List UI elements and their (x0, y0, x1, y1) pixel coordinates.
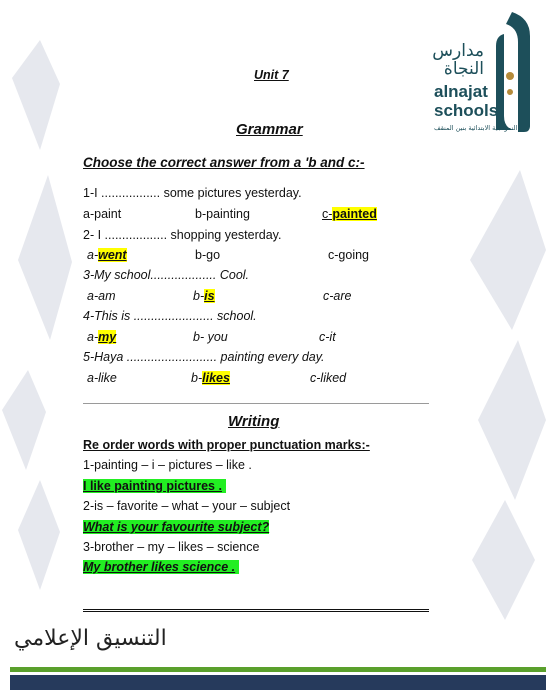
question-3-answer-highlight: is (204, 289, 215, 303)
logo-subtitle: النموذجية الابتدائية بنين المنقف (434, 124, 518, 132)
question-3-stem: 3-My school................... Cool. (83, 268, 250, 282)
writing-title: Writing (228, 413, 280, 430)
question-5-option-b: b-likes (191, 371, 230, 385)
question-4-answer-highlight: my (98, 330, 117, 344)
writing-answer-1: I like painting pictures . (83, 479, 226, 493)
logo-line-schools: schools (434, 101, 499, 120)
grammar-instruction: Choose the correct answer from a 'b and c:- (83, 155, 365, 170)
writing-prompt-2: 2-is – favorite – what – your – subject (83, 499, 291, 513)
logo-arabic-name: مدارس النجاة (432, 41, 484, 79)
question-2-option-a: a-went (87, 248, 127, 262)
question-4-stem: 4-This is ....................... school. (83, 309, 257, 323)
question-3-option-a: a-am (87, 289, 116, 303)
footer-bar-green (10, 667, 546, 672)
bottom-rule (83, 609, 429, 612)
question-4-option-b: b- you (193, 330, 228, 344)
question-3-option-c: c-are (323, 289, 352, 303)
bg-diamond-left-mid (18, 175, 72, 340)
bg-diamond-right-top (470, 170, 546, 330)
writing-answer-3: My brother likes science . (83, 560, 239, 574)
question-2-stem: 2- I .................. shopping yesterday. (83, 228, 282, 242)
logo-english-name (434, 82, 498, 120)
question-2-option-b: b-go (195, 248, 221, 262)
writing-prompt-1: 1-painting – i – pictures – like . (83, 458, 252, 472)
logo-line-alnajat: alnajat (434, 82, 488, 101)
writing-answer-2: What is your favourite subject? (83, 520, 270, 534)
writing-prompt-3: 3-brother – my – likes – science (83, 540, 260, 554)
bg-diamond-left-bottom (18, 480, 60, 590)
question-1-option-a: a-paint (83, 207, 122, 221)
bg-diamond-right-bottom (472, 500, 535, 620)
question-4-option-c: c-it (319, 330, 336, 344)
bg-diamond-left-top (12, 40, 60, 150)
question-1-answer-highlight: painted (332, 207, 377, 221)
section-divider (83, 403, 429, 404)
grammar-title: Grammar (236, 121, 303, 138)
bg-diamond-left-low (2, 370, 46, 470)
question-5-answer-highlight: likes (202, 371, 230, 385)
question-2-answer-highlight: went (98, 248, 127, 262)
bg-diamond-right-mid (478, 340, 546, 500)
question-1-stem: 1-I ................. some pictures yesterday. (83, 186, 302, 200)
question-5-option-a: a-like (87, 371, 117, 385)
writing-instruction: Re order words with proper punctuation marks:- (83, 438, 370, 452)
footer-media-coordination: التنسيق الإعلامي (14, 626, 167, 651)
question-5-stem: 5-Haya .......................... painting every day. (83, 350, 325, 364)
question-1-option-b: b-painting (195, 207, 250, 221)
question-1-option-c: c-painted (322, 207, 377, 221)
unit-title: Unit 7 (254, 68, 289, 82)
question-3-option-b: b-is (193, 289, 215, 303)
question-2-option-c: c-going (328, 248, 369, 262)
question-5-option-c: c-liked (310, 371, 347, 385)
question-4-option-a: a-my (87, 330, 117, 344)
footer-bar-navy (10, 675, 546, 690)
